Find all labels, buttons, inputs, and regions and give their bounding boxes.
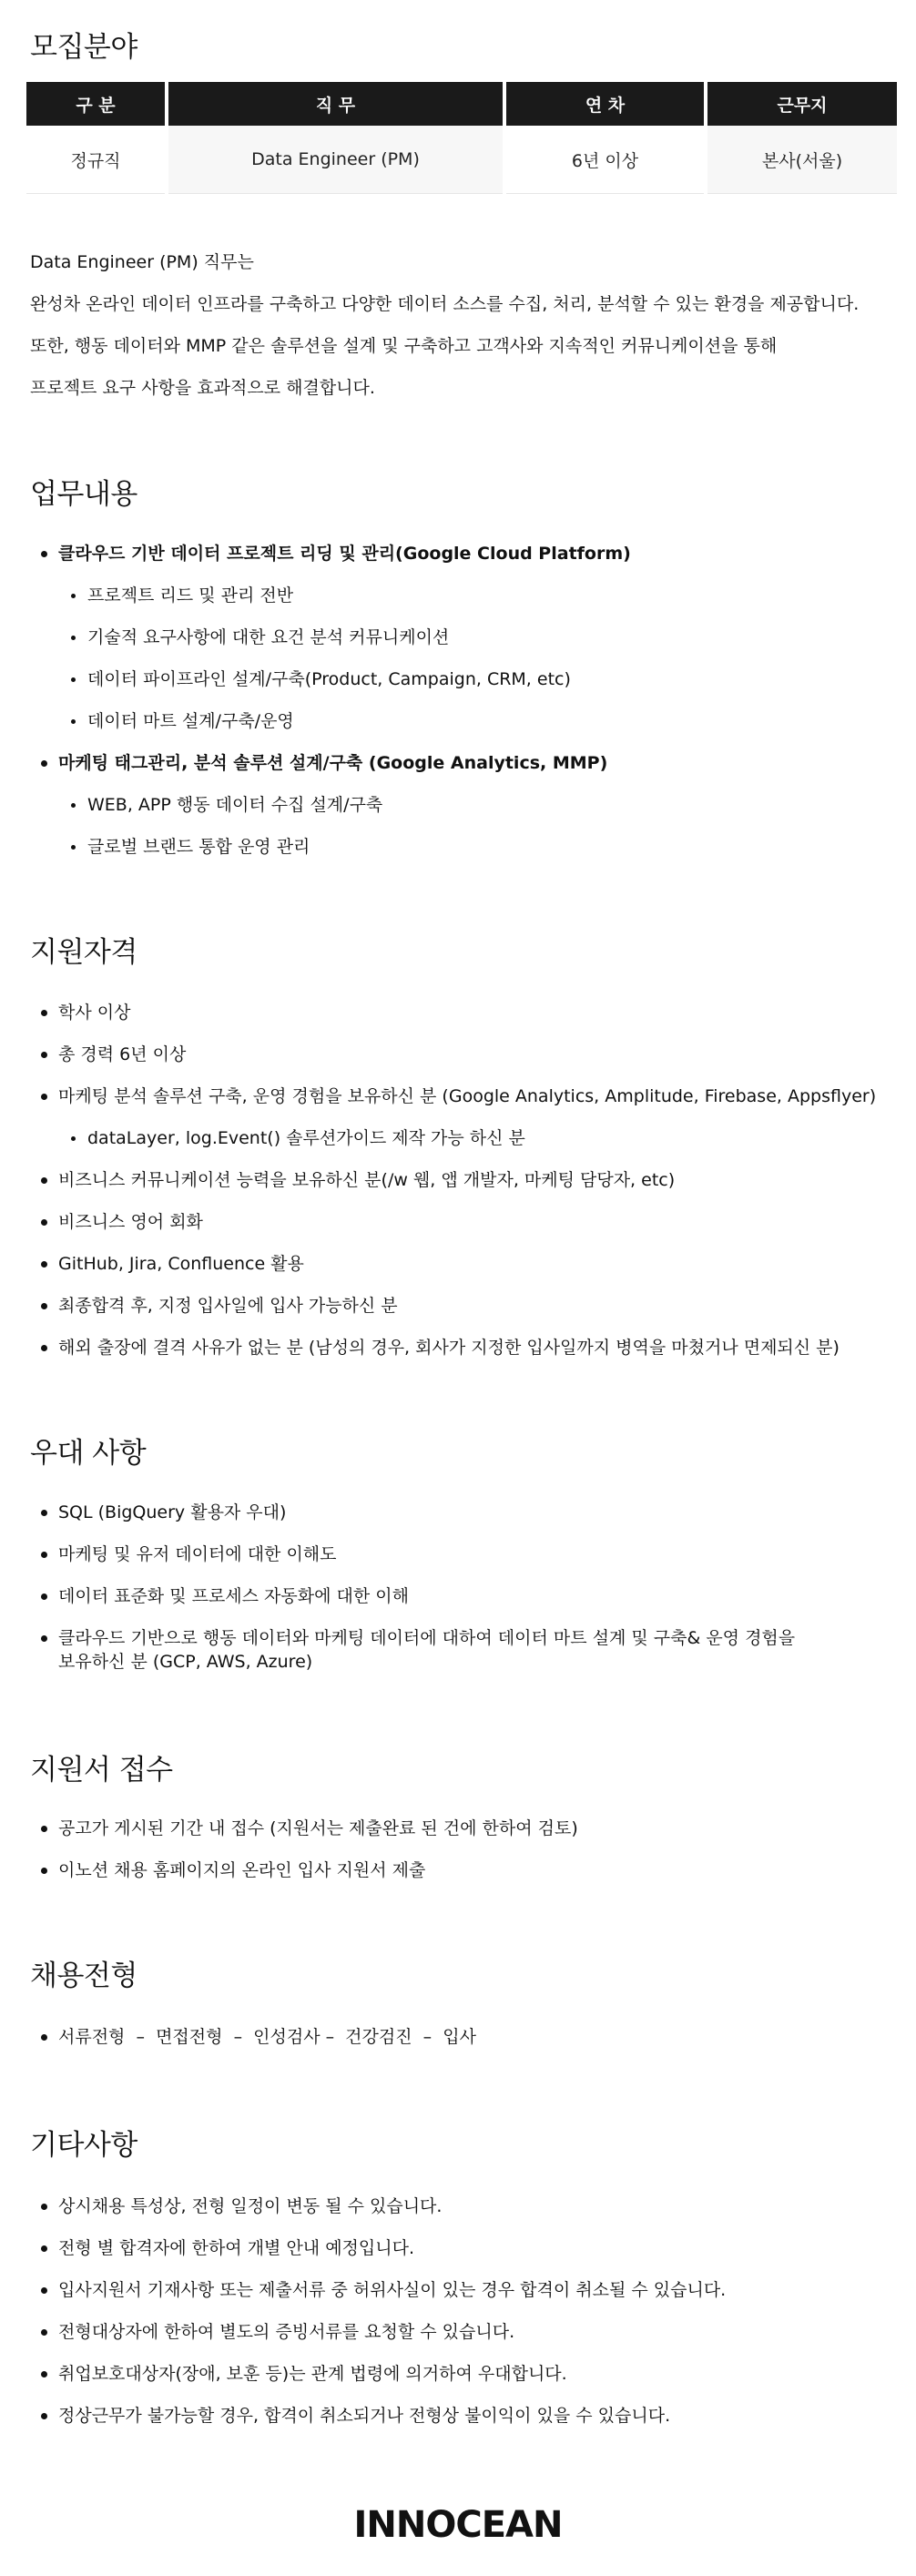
etc-list xyxy=(0,2194,841,2446)
process-list xyxy=(0,2025,841,2067)
intro-line: Data Engineer (PM) 직무는 xyxy=(30,252,254,272)
preferred-list xyxy=(0,1501,841,1692)
intro-line: 또한, 행동 데이터와 MMP 같은 솔루션을 설계 및 구축하고 고객사와 지속적인 커뮤니케이션을 통해 xyxy=(30,336,778,356)
section-title-qualifications: 지원자격 xyxy=(30,936,137,969)
qualifications-list xyxy=(0,1001,878,1378)
list-item: 해외 출장에 결격 사유가 없는 분 (남성의 경우, 회사가 지정한 입사일까지 병역을 마쳤거나 면제되신 분) xyxy=(0,1336,878,1359)
list-item: 클라우드 기반으로 행동 데이터와 마케팅 데이터에 대하여 데이터 마트 설계 및 구축& 운영 경험을 보유하신 분 (GCP, AWS, Azure) xyxy=(0,1626,814,1674)
table-header-type: 구 분 xyxy=(26,82,165,126)
list-item: 마케팅 및 유저 데이터에 대한 이해도 xyxy=(0,1543,841,1566)
section-title-recruit: 모집분야 xyxy=(30,31,137,64)
list-item: 학사 이상 xyxy=(0,1001,841,1024)
list-item: 비즈니스 영어 회화 xyxy=(0,1210,841,1234)
intro-text xyxy=(30,241,859,409)
intro-line: 프로젝트 요구 사항을 효과적으로 해결합니다. xyxy=(30,378,375,398)
recruit-table xyxy=(23,82,901,194)
list-item: 정상근무가 불가능할 경우, 합격이 취소되거나 전형상 불이익이 있을 수 있습니다. xyxy=(0,2404,841,2428)
intro-line: 완성차 온라인 데이터 인프라를 구축하고 다양한 데이터 소스를 수집, 처리, 분석할 수 있는 환경을 제공합니다. xyxy=(30,294,860,314)
table-header-years: 연 차 xyxy=(506,82,704,126)
apply-list xyxy=(0,1817,841,1900)
list-item: 기술적 요구사항에 대한 요건 분석 커뮤니케이션 xyxy=(0,626,870,649)
list-item: 마케팅 태그관리, 분석 솔루션 설계/구축 (Google Analytics, MMP) xyxy=(0,751,841,775)
list-item: 최종합격 후, 지정 입사일에 입사 가능하신 분 xyxy=(0,1294,841,1318)
list-item: 서류전형 – 면접전형 – 인성검사 – 건강검진 – 입사 xyxy=(0,2025,841,2049)
list-item: 전형 별 합격자에 한하여 개별 안내 예정입니다. xyxy=(0,2236,841,2260)
list-item: 비즈니스 커뮤니케이션 능력을 보유하신 분(/w 웹, 앱 개발자, 마케팅 담당자, etc) xyxy=(0,1168,841,1192)
list-item: 취업보호대상자(장애, 보훈 등)는 관계 법령에 의거하여 우대합니다. xyxy=(0,2362,841,2386)
table-header-job: 직 무 xyxy=(168,82,503,126)
list-item: 글로벌 브랜드 통합 운영 관리 xyxy=(0,835,870,859)
table-cell-years: 6년 이상 xyxy=(506,126,704,194)
innocean-logo: INNOCEAN xyxy=(353,2504,563,2546)
list-item: 데이터 파이프라인 설계/구축(Product, Campaign, CRM, etc) xyxy=(0,667,870,691)
table-row xyxy=(26,126,897,194)
table-cell-job: Data Engineer (PM) xyxy=(168,126,503,194)
list-item: dataLayer, log.Event() 솔루션가이드 제작 가능 하신 분 xyxy=(0,1126,870,1150)
table-cell-location: 본사(서울) xyxy=(707,126,897,194)
list-item: 클라우드 기반 데이터 프로젝트 리딩 및 관리(Google Cloud Platform) xyxy=(0,542,841,565)
section-title-preferred: 우대 사항 xyxy=(30,1437,147,1470)
list-item: 총 경력 6년 이상 xyxy=(0,1043,841,1066)
list-item: 데이터 마트 설계/구축/운영 xyxy=(0,709,870,733)
section-title-apply: 지원서 접수 xyxy=(30,1754,173,1787)
table-cell-type: 정규직 xyxy=(26,126,165,194)
section-title-etc: 기타사항 xyxy=(30,2129,137,2162)
duties-list xyxy=(0,542,870,877)
list-item: WEB, APP 행동 데이터 수집 설계/구축 xyxy=(0,793,870,817)
list-item: 프로젝트 리드 및 관리 전반 xyxy=(0,584,870,607)
section-title-process: 채용전형 xyxy=(30,1960,137,1992)
list-item: 데이터 표준화 및 프로세스 자동화에 대한 이해 xyxy=(0,1584,841,1608)
list-item: 전형대상자에 한하여 별도의 증빙서류를 요청할 수 있습니다. xyxy=(0,2320,841,2344)
list-item: 입사지원서 기재사항 또는 제출서류 중 허위사실이 있는 경우 합격이 취소될 수 있습니다. xyxy=(0,2278,841,2302)
section-title-duties: 업무내용 xyxy=(30,478,137,511)
list-item: 상시채용 특성상, 전형 일정이 변동 될 수 있습니다. xyxy=(0,2194,841,2218)
list-item: 마케팅 분석 솔루션 구축, 운영 경험을 보유하신 분 (Google Analytics, Amplitude, Firebase, Appsflyer) xyxy=(0,1084,878,1108)
list-item: GitHub, Jira, Confluence 활용 xyxy=(0,1252,841,1276)
table-header-location: 근무지 xyxy=(707,82,897,126)
list-item: SQL (BigQuery 활용자 우대) xyxy=(0,1501,841,1524)
list-item: 이노션 채용 홈페이지의 온라인 입사 지원서 제출 xyxy=(0,1858,841,1882)
list-item: 공고가 게시된 기간 내 접수 (지원서는 제출완료 된 건에 한하여 검토) xyxy=(0,1817,841,1840)
